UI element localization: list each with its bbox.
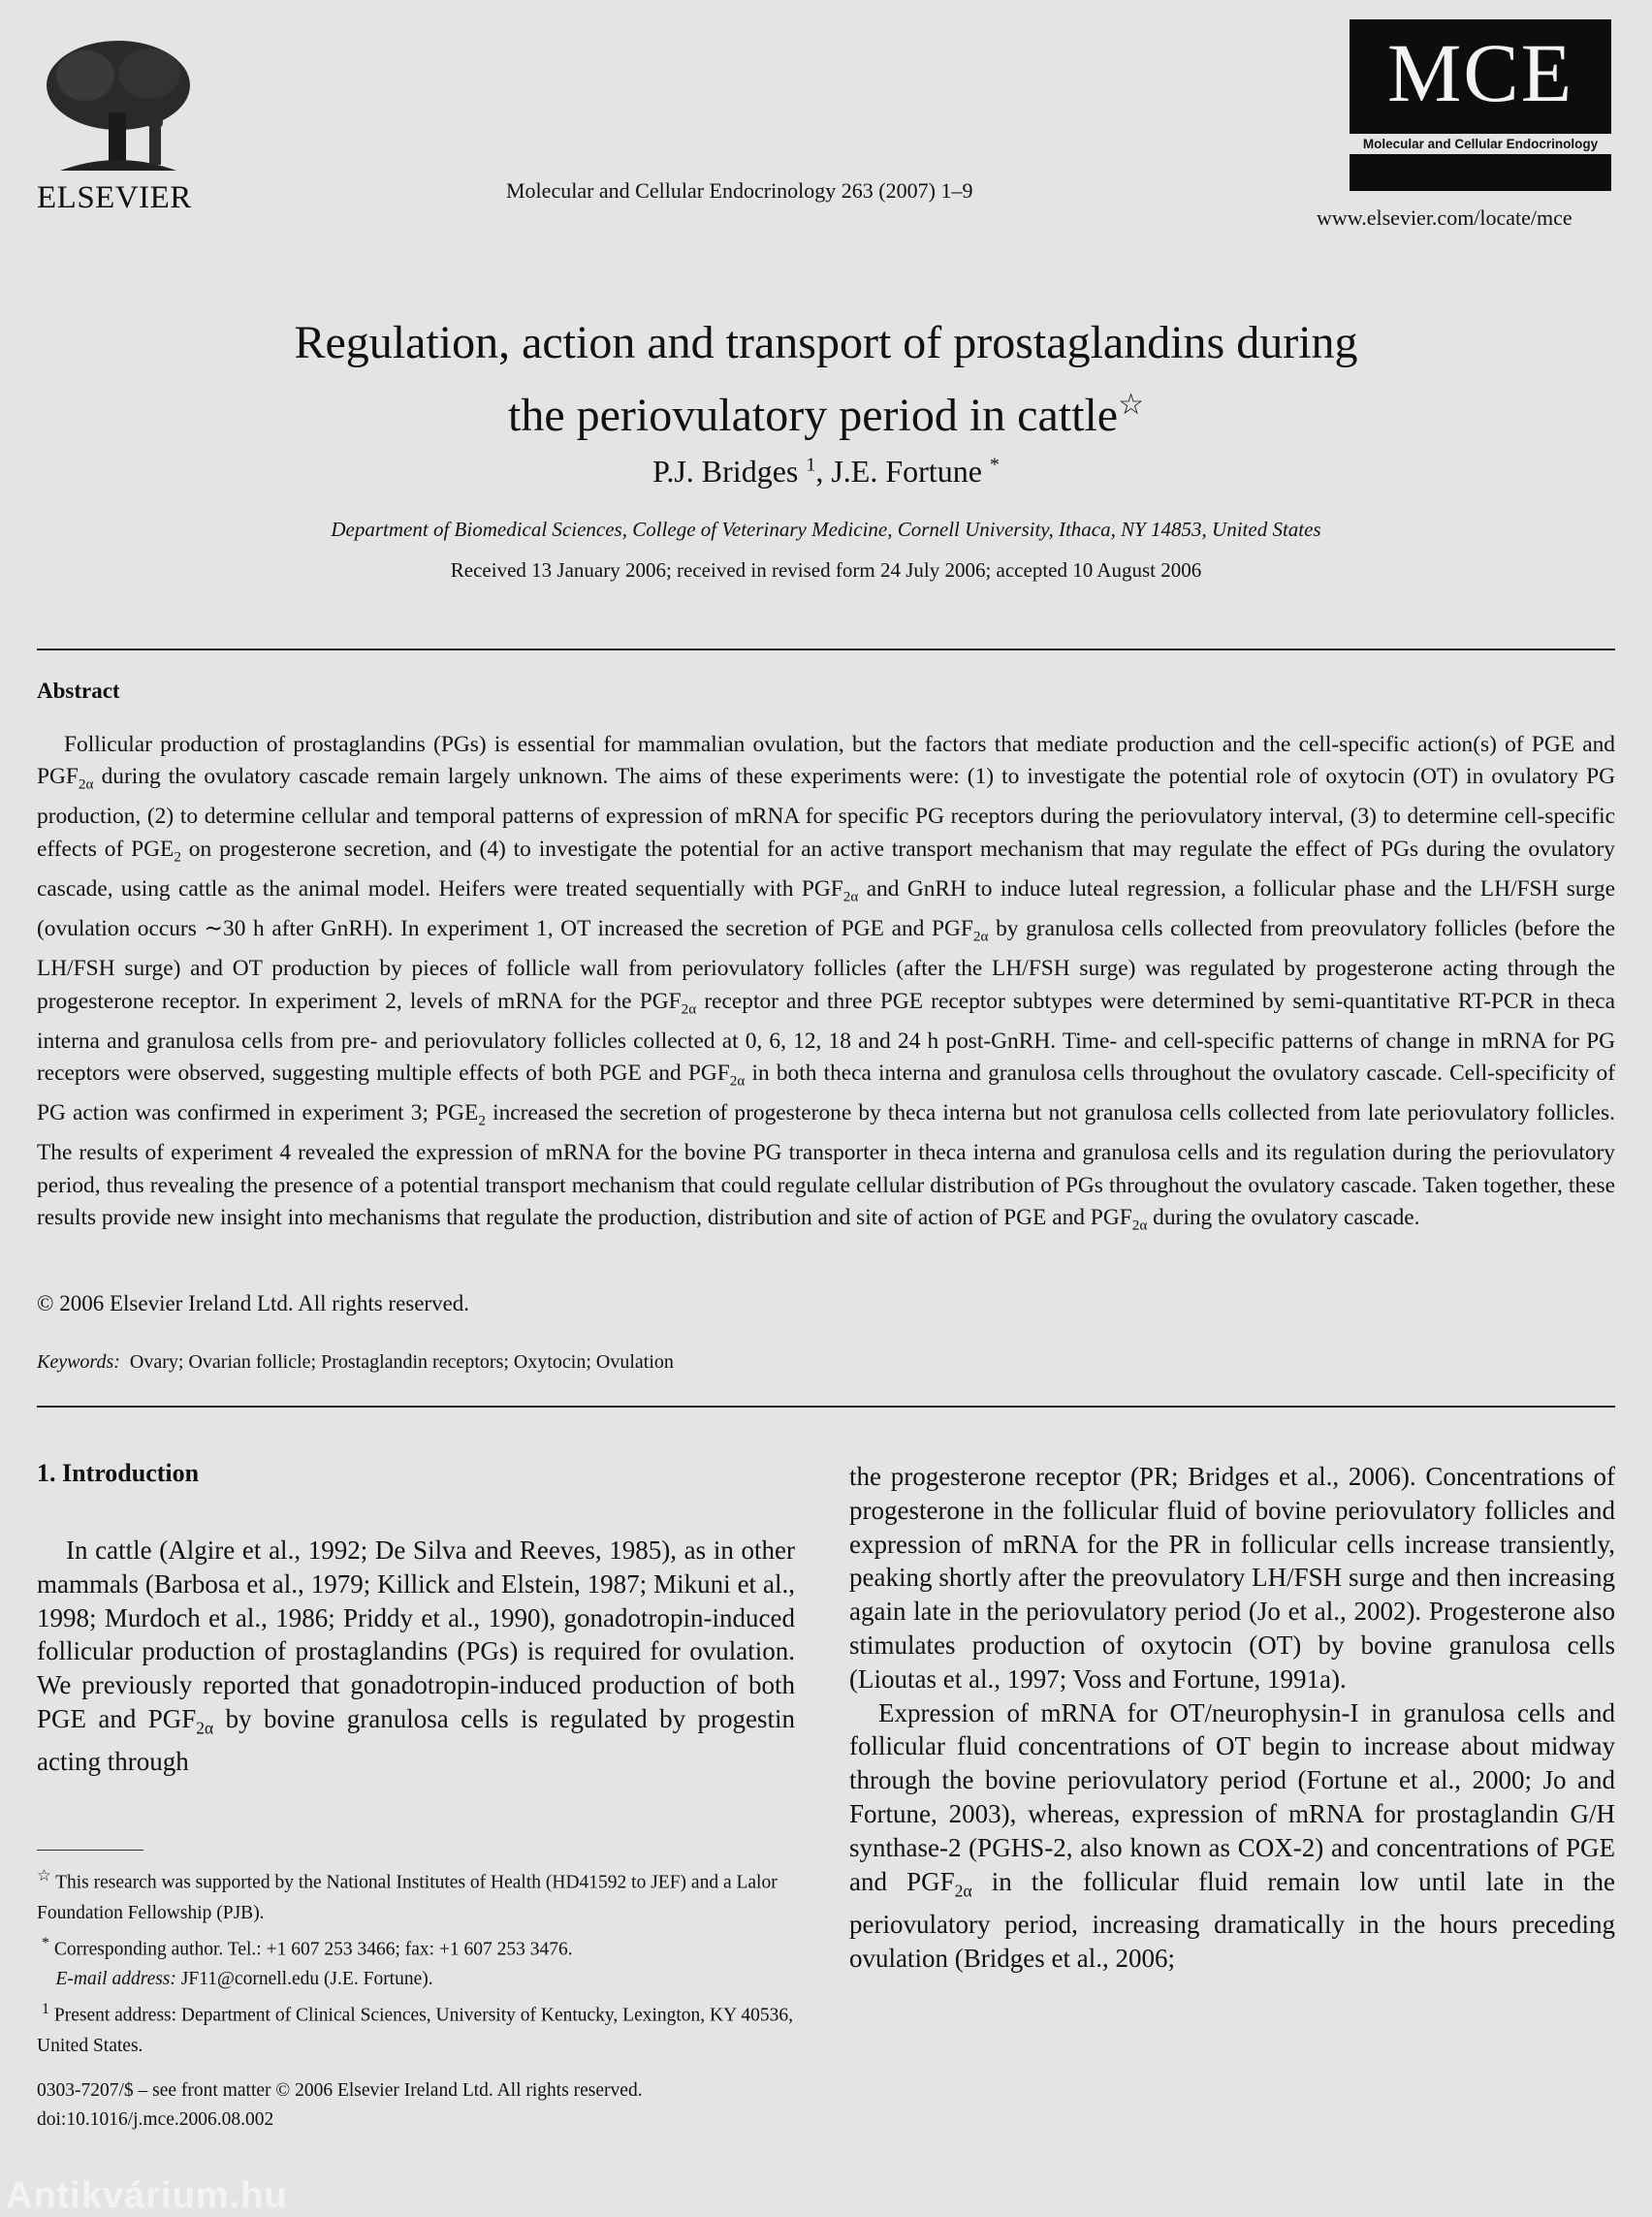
mce-logo-subtitle: Molecular and Cellular Endocrinology (1350, 134, 1611, 154)
title-line-1: Regulation, action and transport of prostaglandins during (294, 317, 1358, 368)
journal-citation: Molecular and Cellular Endocrinology 263 (2007) 1–9 (506, 178, 973, 203)
intro-paragraph-1: In cattle (Algire et al., 1992; De Silva and Reeves, 1985), as in other mammals (Barbosa et al., 1979; Killick and Elstein, 1987; Mikuni et al., 1998; Murdoch et al., 1986; Priddy et al., 1990), gonadotropin-induced follicular production of prostaglandins (PGs) is required for ovulation. We previously reported that gonadotropin-induced production of both PGE and $PGF_{2\alpha}$ by bovine granulosa cells is regulated by progestin acting through (37, 1536, 796, 1777)
footnote-present-address: $^1$ Present address: Department of Clinical Sciences, University of Kentucky, Lexington, KY 40536, United States. (37, 2000, 794, 2056)
received-dates: Received 13 January 2006; received in revised form 24 July 2006; accepted 10 August 2006 (450, 558, 1202, 582)
keywords-label: Keywords: (37, 1351, 120, 1373)
abstract-body (37, 729, 1615, 1242)
title-footnote-mark[interactable]: ☆ (1118, 389, 1144, 421)
footnote-rule (37, 1850, 143, 1851)
intro-column-right (849, 1460, 1615, 1975)
affiliation: Department of Biomedical Sciences, College of Veterinary Medicine, Cornell University, Ithaca, NY 14853, United States (331, 518, 1321, 541)
author-list (58, 454, 1594, 490)
intro-paragraph-continued: the progesterone receptor (PR; Bridges et al., 2006). Concentrations of progesterone in the follicular fluid of bovine periovulatory follicles and expression of mRNA for the PR in follicular cells increase transiently, peaking shortly after the preovulatory LH/FSH surge and then increasing again late in the periovulatory period (Jo et al., 2002). Progesterone also stimulates production of oxytocin (OT) by bovine granulosa cells (Lioutas et al., 1997; Voss and Fortune, 1991a). (849, 1462, 1615, 1694)
journal-url[interactable]: www.elsevier.com/locate/mce (1317, 206, 1573, 230)
publisher-name: ELSEVIER (37, 180, 192, 215)
keywords (37, 1351, 674, 1374)
doi-link[interactable]: doi:10.1016/j.mce.2006.08.002 (37, 2109, 274, 2130)
mce-logo-text: MCE (1386, 26, 1574, 119)
section-heading-introduction: 1. Introduction (37, 1459, 200, 1487)
author-fortune-mark[interactable]: * (989, 454, 1000, 476)
author-bridges-mark[interactable]: 1 (806, 454, 816, 476)
author-fortune: J.E. Fortune (831, 454, 982, 489)
divider-top (37, 649, 1615, 650)
abstract-copyright: © 2006 Elsevier Ireland Ltd. All rights reserved. (37, 1291, 470, 1315)
footnote-corresponding: * Corresponding author. Tel.: +1 607 253 3466; fax: +1 607 253 3476. (41, 1933, 573, 1959)
author-separator: , (815, 454, 832, 489)
title-line-2: the periovulatory period in cattle (507, 390, 1119, 441)
elsevier-logo (37, 35, 202, 214)
issn-line: 0303-7207/$ – see front matter © 2006 Elsevier Ireland Ltd. All rights reserved. (37, 2080, 643, 2101)
intro-paragraph-2: Expression of mRNA for OT/neurophysin-I in granulosa cells and follicular fluid concentrations of OT begin to increase about midway through the bovine periovulatory period (Fortune et al., 2000; Jo and Fortune, 2003), whereas, expression of mRNA for prostaglandin G/H synthase-2 (PGHS-2, also known as COX-2) and concentrations of PGE and $PGF_{2\alpha}$ in the follicular fluid remain low until late in the periovulatory period, increasing dramatically in the hours preceding ovulation (Bridges et al., 2006; (849, 1697, 1615, 1973)
email-link[interactable]: JF11@cornell.edu (J.E. Fortune). (175, 1969, 433, 1989)
intro-column-left (37, 1534, 795, 1779)
article-title (58, 312, 1594, 447)
keywords-list: Ovary; Ovarian follicle; Prostaglandin receptors; Oxytocin; Ovulation (129, 1351, 674, 1373)
footnote-funding: ☆ This research was supported by the National Institutes of Health (HD41592 to JEF) and a Lalor Foundation Fellowship (PJB). (37, 1867, 778, 1923)
divider-bottom (37, 1406, 1615, 1408)
footnote-email: E-mail address: JF11@cornell.edu (J.E. Fortune). (55, 1969, 433, 1989)
author-bridges: P.J. Bridges (652, 454, 799, 489)
footnotes (37, 1861, 812, 2061)
mce-logo (1350, 19, 1611, 191)
abstract-heading: Abstract (37, 679, 120, 703)
watermark: Antikvárium.hu (6, 2175, 288, 2216)
elsevier-tree-icon (41, 35, 194, 175)
issn-doi (37, 2076, 871, 2135)
abstract-paragraph: Follicular production of prostaglandins (PGs) is essential for mammalian ovulation, but the factors that mediate production and the cell-specific action(s) of PGE and $PGF_{2\alpha}$ during the ovulatory cascade remain largely unknown. The aims of these experiments were: (1) to investigate the potential role of oxytocin (OT) in ovulatory PG production, (2) to determine cellular and temporal patterns of expression of mRNA for specific PG receptors during the periovulatory interval, (3) to determine cell-specific effects of $PGE_2$ on progesterone secretion, and (4) to investigate the potential for an active transport mechanism that may regulate the effect of PGs during the ovulatory cascade, using cattle as the animal model. Heifers were treated sequentially with $PGF_{2\alpha}$ and GnRH to induce luteal regression, a follicular phase and the LH/FSH surge (ovulation occurs ∼30 h after GnRH). In experiment 1, OT increased the secretion of PGE and $PGF_{2\alpha}$ by granulosa cells collected from preovulatory follicles (before the LH/FSH surge) and OT production by pieces of follicle wall from periovulatory follicles (after the LH/FSH surge) was regulated by progesterone acting through the progesterone receptor. In experiment 2, levels of mRNA for the $PGF_{2\alpha}$ receptor and three PGE receptor subtypes were determined by semi-quantitative RT-PCR in theca interna and granulosa cells from pre- and periovulatory follicles collected at 0, 6, 12, 18 and 24 h post-GnRH. Time- and cell-specific patterns of change in mRNA for PG receptors were observed, suggesting multiple effects of both PGE and $PGF_{2\alpha}$ in both theca interna and granulosa cells throughout the ovulatory cascade. Cell-specificity of PG action was confirmed in experiment 3; $PGE_2$ increased the secretion of progesterone by theca interna but not granulosa cells collected from late periovulatory follicles. The results of experiment 4 revealed the expression of mRNA for the bovine PG transporter in theca interna and granulosa cells and its regulation during the periovulatory period, thus revealing the presence of a potential transport mechanism that could regulate cellular distribution of PGs throughout the ovulatory cascade. Taken together, these results provide new insight into mechanisms that regulate the production, distribution and site of action of PGE and $PGF_{2\alpha}$ during the ovulatory cascade. (37, 732, 1615, 1234)
